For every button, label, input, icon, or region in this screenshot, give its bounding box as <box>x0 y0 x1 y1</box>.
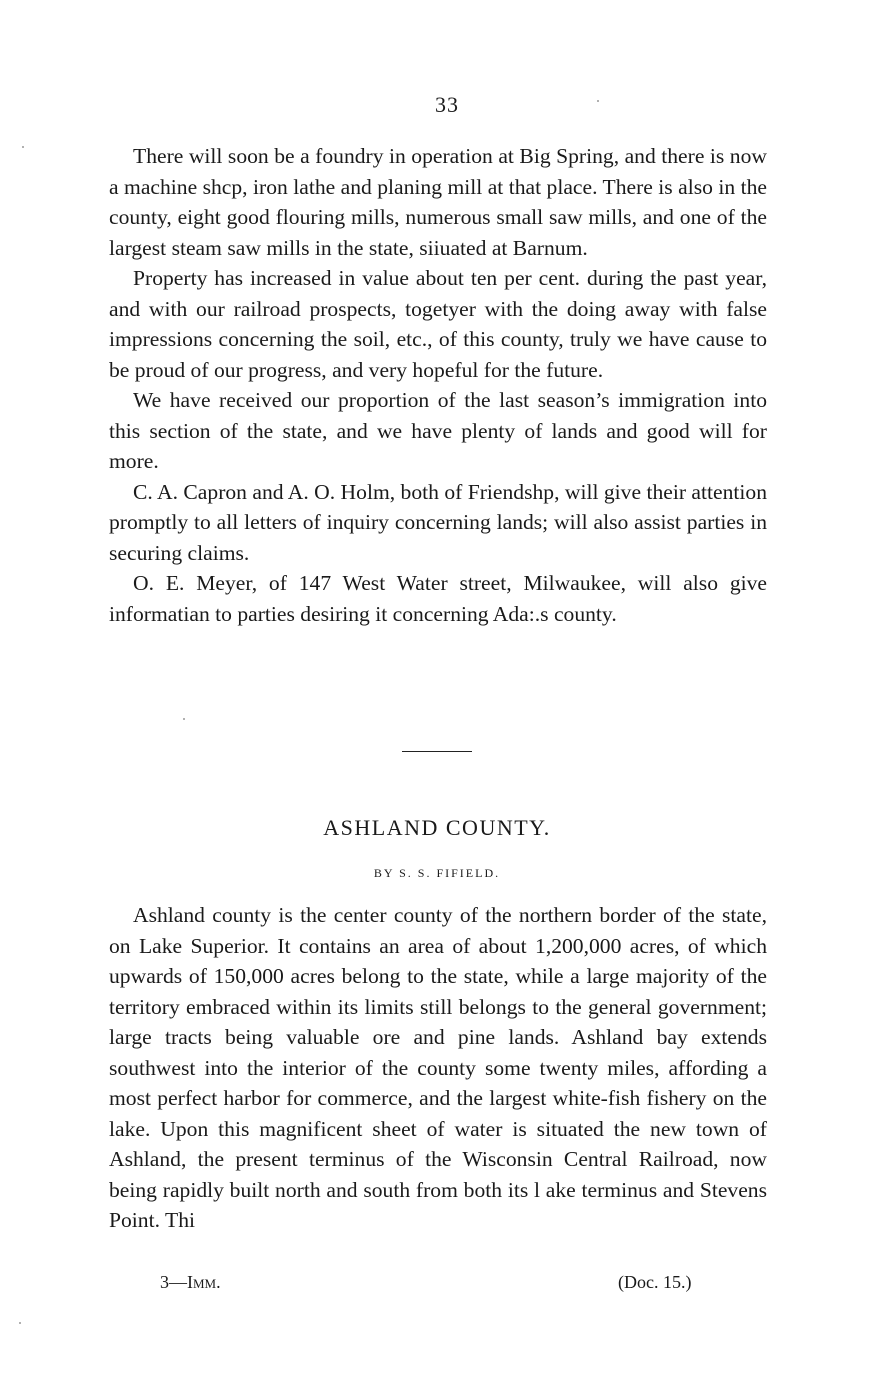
paragraph: We have received our proportion of the last season’s immigration into this section of the state, and we have plenty of lands and good will for more. <box>109 388 767 473</box>
signature-mark: 3—Imm. <box>160 1272 221 1292</box>
scan-speck <box>22 146 24 148</box>
scan-speck <box>183 718 185 720</box>
section-title: ASHLAND COUNTY. <box>323 815 551 840</box>
scan-speck <box>19 1322 21 1324</box>
paragraph: C. A. Capron and A. O. Holm, both of Friendshp, will give their attention promptly to all letters of inquiry concerning lands; will also assist parties in securing claims. <box>109 479 767 565</box>
paragraph: There will soon be a foundry in operation at Big Spring, and there is now a machine shcp, iron lathe and planing mill at that place. There is also in the county, eight good flouring mills, numerous small saw mills, and one of the largest steam saw mills in the state, siiuated at Barnum. <box>109 144 767 260</box>
document-number: (Doc. 15.) <box>618 1272 692 1292</box>
paragraph: O. E. Meyer, of 147 West Water street, Milwaukee, will also give informatian to parties desiring it concerning Ada:.s county. <box>109 571 767 626</box>
page-number: 33 <box>435 92 459 117</box>
paragraph: Property has increased in value about ten per cent. during the past year, and with our railroad prospects, togetyer with the doing away with false impressions concerning the soil, etc., of this county, truly we have cause to be proud of our progress, and very hopeful for the future. <box>109 266 767 382</box>
section-text-block <box>109 900 767 1236</box>
section-divider <box>402 751 472 752</box>
scan-speck <box>597 100 599 102</box>
top-text-block <box>109 141 767 629</box>
section-byline: BY S. S. FIFIELD. <box>373 866 501 880</box>
paragraph: Ashland county is the center county of the northern border of the state, on Lake Superior. It contains an area of about 1,200,000 acres, of which upwards of 150,000 acres belong to the state, while a large majority of the territory embraced within its limits still belongs to the general government; large tracts being valuable ore and pine lands. Ashland bay extends southwest into the interior of the county some twenty miles, affording a most perfect harbor for commerce, and the largest white-fish fishery on the lake. Upon this magnificent sheet of water is situated the new town of Ashland, the present terminus of the Wisconsin Central Railroad, now being rapidly built north and south from both its l ake terminus and Stevens Point. Thi <box>109 903 767 1232</box>
